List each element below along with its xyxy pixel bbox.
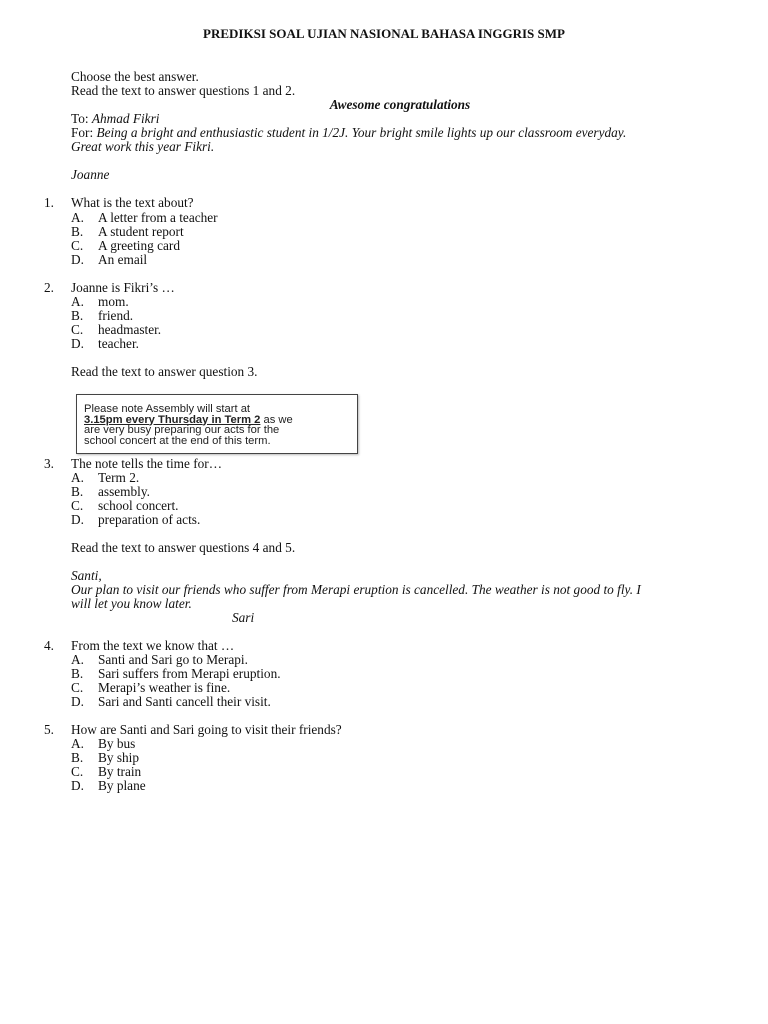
question-text: From the text we know that … [71,638,235,653]
option-text: Merapi’s weather is fine. [98,680,231,695]
option-text: mom. [98,294,129,309]
option-item [71,309,133,323]
question-text: What is the text about? [71,195,194,210]
option-text: assembly. [98,484,150,499]
option-letter: C. [71,764,84,779]
option-letter: A. [71,210,84,225]
note-highlight: 3.15pm every Thursday in Term 2 [84,413,261,426]
option-item [71,695,271,709]
note-line: Please note Assembly will start at [84,403,251,415]
option-text: By ship [98,750,140,765]
card-heading: Awesome congratulations [329,97,471,112]
option-text: Santi and Sari go to Merapi. [98,652,248,667]
option-item [71,253,147,267]
option-text: By plane [98,778,146,793]
option-text: A letter from a teacher [98,210,218,225]
option-text: An email [98,252,148,267]
card-signature: Joanne [71,167,110,182]
option-letter: D. [71,512,84,527]
option-item [71,337,139,351]
option-letter: A. [71,652,84,667]
question-number: 1. [44,195,54,210]
card-to-name: Ahmad Fikri [91,111,160,126]
question-text: How are Santi and Sari going to visit their friends? [71,722,342,737]
option-letter: C. [71,680,84,695]
instruction-text: Read the text to answer question 3. [71,364,258,379]
instruction-text: Read the text to answer questions 4 and 5. [71,540,296,555]
option-letter: A. [71,294,84,309]
note-image [76,394,358,454]
option-item [71,485,150,499]
option-letter: B. [71,750,84,765]
note-line: school concert at the end of this term. [84,434,271,447]
note-text: as we [260,413,293,426]
option-item [71,653,248,667]
option-letter: B. [71,484,84,499]
option-text: preparation of acts. [98,512,201,527]
option-letter: C. [71,498,84,513]
option-letter: B. [71,224,84,239]
option-letter: B. [71,308,84,323]
option-text: A greeting card [98,238,180,253]
option-item [71,323,161,337]
option-item [71,225,184,239]
question-number: 5. [44,722,54,737]
option-item [71,779,146,793]
option-letter: C. [71,322,84,337]
option-item [71,513,200,527]
option-letter: A. [71,470,84,485]
option-letter: D. [71,778,84,793]
card-for-line [71,126,626,140]
page-title: PREDIKSI SOAL UJIAN NASIONAL BAHASA INGGRIS SMP [203,26,565,41]
question-number: 4. [44,638,54,653]
message-body: Our plan to visit our friends who suffer from Merapi eruption is cancelled. The weather is not good to fly. I [71,582,641,597]
card-to-label: To: [71,111,92,126]
card-to-line [71,112,159,126]
option-text: headmaster. [98,322,162,337]
question-text: The note tells the time for… [71,456,223,471]
option-item [71,751,139,765]
option-letter: D. [71,694,84,709]
question-text: Joanne is Fikri’s … [71,280,175,295]
option-letter: C. [71,238,84,253]
option-text: teacher. [98,336,139,351]
option-text: Sari and Santi cancell their visit. [98,694,271,709]
option-item [71,471,139,485]
message-body-cont: will let you know later. [71,596,192,611]
card-for-text-cont: Great work this year Fikri. [71,139,215,154]
option-letter: D. [71,252,84,267]
option-text: By bus [98,736,136,751]
message-greeting: Santi, [71,568,102,583]
option-letter: D. [71,336,84,351]
option-letter: B. [71,666,84,681]
card-for-text: Being a bright and enthusiastic student in 1/2J. Your bright smile lights up our classroom everyday. [96,125,627,140]
option-text: school concert. [98,498,179,513]
message-signature: Sari [232,610,255,625]
option-item [71,499,179,513]
note-line: are very busy preparing our acts for the [84,424,280,436]
option-text: Term 2. [98,470,140,485]
option-item [71,681,230,695]
option-text: By train [98,764,142,779]
option-item [71,765,141,779]
option-text: Sari suffers from Merapi eruption. [98,666,281,681]
instruction-text: Choose the best answer. [71,69,199,84]
option-item [71,737,135,751]
option-text: A student report [98,224,184,239]
instruction-text: Read the text to answer questions 1 and 2. [71,83,296,98]
option-letter: A. [71,736,84,751]
option-item [71,211,218,225]
option-item [71,239,180,253]
option-item [71,295,129,309]
question-number: 3. [44,456,54,471]
option-text: friend. [98,308,134,323]
question-number: 2. [44,280,54,295]
option-item [71,667,281,681]
card-for-label: For: [71,125,97,140]
